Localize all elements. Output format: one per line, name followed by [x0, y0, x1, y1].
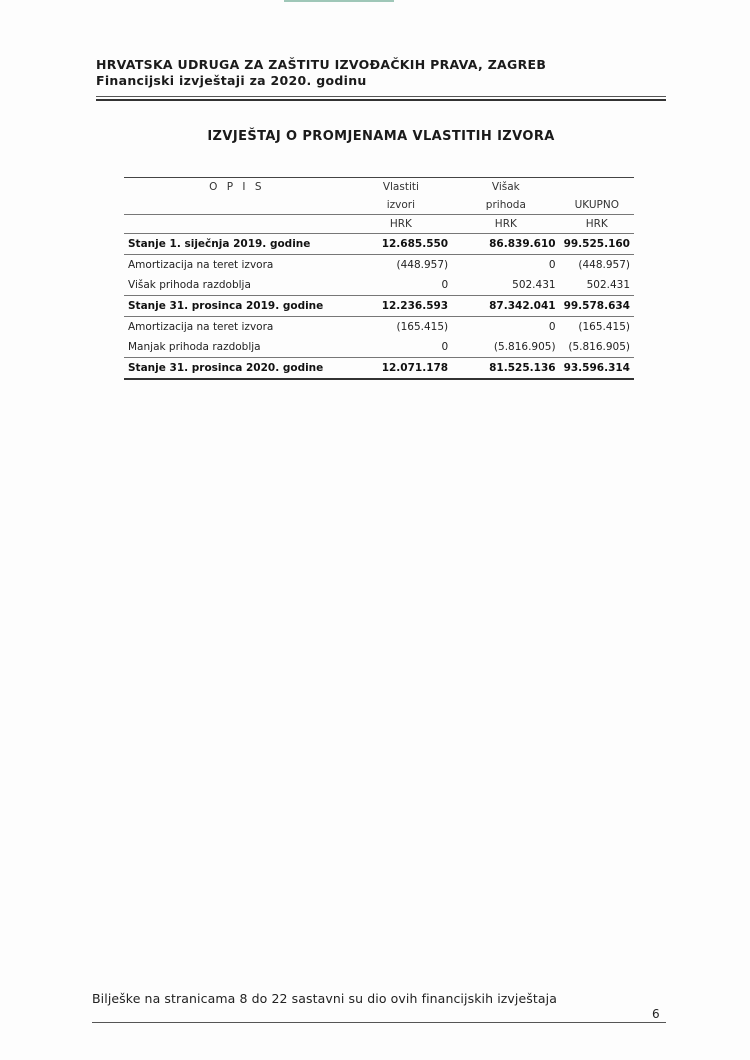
- column-header-opis: O P I S: [124, 178, 350, 197]
- value-vlastiti: 12.236.593: [350, 296, 453, 317]
- value-vlastiti: 12.071.178: [350, 358, 453, 380]
- row-label: Višak prihoda razdoblja: [128, 279, 251, 291]
- table-header-row-2: [124, 196, 634, 215]
- value-ukupno: (448.957): [560, 255, 634, 276]
- table-row: [124, 234, 634, 255]
- value-vlastiti: 0: [441, 279, 449, 291]
- table-row: [124, 255, 634, 276]
- currency-label: HRK: [452, 215, 559, 234]
- value-vlastiti: 0: [441, 341, 449, 353]
- value-visak: 0: [452, 317, 559, 338]
- row-label: Manjak prihoda razdoblja: [128, 341, 261, 353]
- value-ukupno: 93.596.314: [560, 358, 634, 380]
- currency-label: HRK: [560, 215, 634, 234]
- value-ukupno: (165.415): [560, 317, 634, 338]
- value-vlastiti: 12.685.550: [350, 234, 453, 255]
- report-title: IZVJEŠTAJ O PROMJENAMA VLASTITIH IZVORA: [207, 129, 555, 144]
- row-label: Stanje 1. siječnja 2019. godine: [124, 234, 350, 255]
- column-header-ukupno: UKUPNO: [574, 199, 619, 211]
- value-visak: 87.342.041: [452, 296, 559, 317]
- top-edge-mark: [284, 0, 394, 2]
- value-visak: 81.525.136: [452, 358, 559, 380]
- value-ukupno: 99.525.160: [560, 234, 634, 255]
- organization-name: HRVATSKA UDRUGA ZA ZAŠTITU IZVOĐAČKIH PRAVA, ZAGREB: [96, 57, 547, 72]
- value-vlastiti: (448.957): [350, 255, 453, 276]
- equity-changes-table: [124, 177, 634, 380]
- value-visak: 502.431: [512, 279, 556, 291]
- currency-label: HRK: [350, 215, 453, 234]
- value-visak: 0: [452, 255, 559, 276]
- table-row: [124, 358, 634, 380]
- value-ukupno: 502.431: [586, 279, 630, 291]
- value-vlastiti: (165.415): [350, 317, 453, 338]
- table-header-row-1: [124, 178, 634, 197]
- value-ukupno: (5.816.905): [568, 341, 630, 353]
- column-header-vlastiti: Vlastiti: [350, 178, 453, 197]
- value-visak: (5.816.905): [493, 341, 556, 353]
- value-visak: 86.839.610: [452, 234, 559, 255]
- column-header-prihoda: prihoda: [485, 199, 526, 211]
- table-row: [124, 317, 634, 338]
- row-label: Amortizacija na teret izvora: [124, 255, 350, 276]
- column-header-izvori: izvori: [386, 199, 416, 211]
- table-row: [124, 275, 634, 296]
- header-rule-thin: [96, 96, 666, 97]
- row-label: Stanje 31. prosinca 2020. godine: [124, 358, 350, 380]
- row-label: Amortizacija na teret izvora: [124, 317, 350, 338]
- table-header-currency-row: [124, 215, 634, 234]
- report-subtitle: Financijski izvještaji za 2020. godinu: [96, 73, 367, 88]
- footer-note: Bilješke na stranicama 8 do 22 sastavni su dio ovih financijskih izvještaja: [92, 991, 558, 1006]
- value-ukupno: 99.578.634: [560, 296, 634, 317]
- column-header-empty: [560, 178, 634, 197]
- document-header: [96, 57, 666, 89]
- row-label: Stanje 31. prosinca 2019. godine: [124, 296, 350, 317]
- table-row: [124, 337, 634, 358]
- footer-rule: [92, 1022, 666, 1023]
- header-rule-thick: [96, 99, 666, 101]
- table-row: [124, 296, 634, 317]
- column-header-visak: Višak: [452, 178, 559, 197]
- page-number: 6: [652, 1007, 660, 1021]
